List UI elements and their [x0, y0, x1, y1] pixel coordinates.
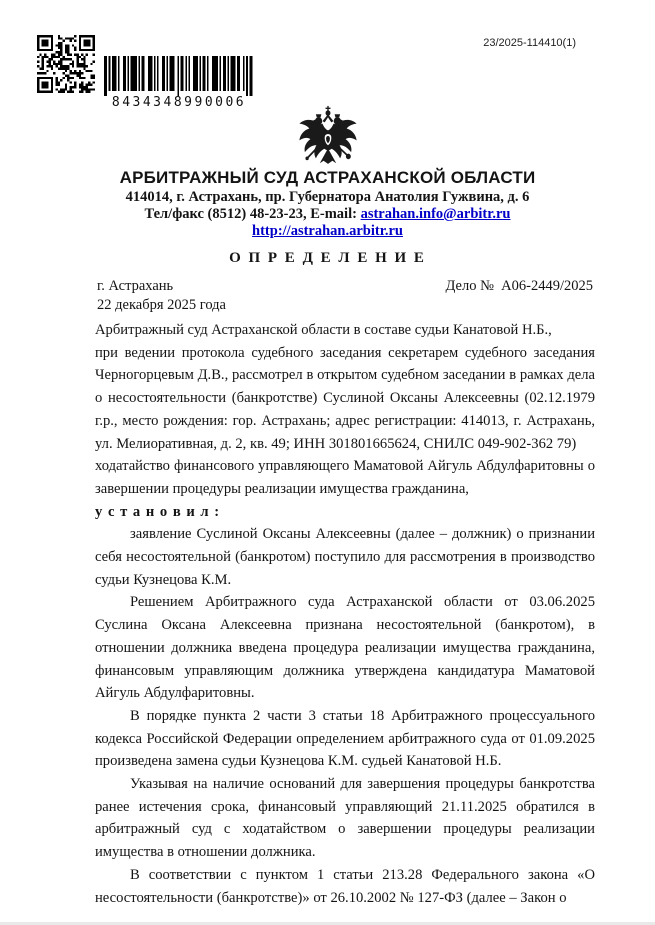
body-paragraph-3: В порядке пункта 2 части 3 статьи 18 Арбитражного процессуального кодекса Российской Федерации определением арбитражного суда от 01.09.2025 произведена замена судьи Кузнецова К.М. судьей Канатовой Н.Б.	[95, 707, 595, 770]
website-link[interactable]: http://astrahan.arbitr.ru	[252, 223, 403, 239]
coat-of-arms-eagle-icon	[295, 105, 361, 167]
ustanovil-heading: у с т а н о в и л :	[95, 503, 221, 520]
body-paragraph-4: Указывая на наличие оснований для завершения процедуры банкротства ранее истечения срока, финансовый управляющий 21.11.2025 обратился в арбитражный суд с ходатайством о завершении процедуры реализации имущества в отношении должника.	[95, 776, 595, 861]
case-info-row	[97, 278, 593, 295]
court-name: АРБИТРАЖНЫЙ СУД АСТРАХАНСКОЙ ОБЛАСТИ	[119, 168, 536, 187]
qr-code	[37, 34, 95, 94]
document-number: 23/2025-114410(1)	[483, 37, 576, 49]
email-link[interactable]: astrahan.info@arbitr.ru	[360, 206, 511, 222]
body-paragraph-1: заявление Суслиной Оксаны Алексеевны (далее – должник) о признании себя несостоятельной (банкротом) поступило для рассмотрения в производство судьи Кузнецова К.М.	[95, 526, 595, 588]
body-paragraph-5: В соответствии с пунктом 1 статьи 213.28 Федерального закона «О несостоятельности (банкротстве)» от 26.10.2002 № 127-ФЗ (далее – Закон о	[95, 866, 595, 906]
city-label: г. Астрахань	[97, 278, 174, 294]
document-date: 22 декабря 2025 года	[97, 297, 226, 313]
court-contacts	[0, 206, 655, 223]
contacts-label: Тел/факс (8512) 48-23-23, E-mail:	[144, 206, 361, 222]
barcode-number: 8434348990006	[111, 95, 247, 110]
barcode	[104, 56, 254, 110]
body-paragraph-intro-3: ходатайство финансового управляющего Маматовой Айгуль Абдулфаритовны о завершении процедуры реализации имущества гражданина,	[95, 458, 595, 497]
body-paragraph-intro-2: при ведении протокола судебного заседания секретарем судебного заседания Черногорцевым Д.В., рассмотрел в открытом судебном заседании в рамках дела о несостоятельности (банкротстве) Суслиной Оксаны Алексеевны (02.12.1979 г.р., место рождения: гор. Астрахань; адрес регистрации: 414013, г. Астрахань, ул. Мелиоративная, д. 2, кв. 49; ИНН 301801665624, СНИЛС 049-902-362 79)	[95, 344, 595, 452]
body-paragraph-intro-1: Арбитражный суд Астраханской области в составе судьи Канатовой Н.Б.,	[95, 322, 552, 338]
court-address: 414014, г. Астрахань, пр. Губернатора Анатолия Гужвина, д. 6	[125, 189, 530, 205]
document-body	[95, 319, 595, 909]
body-paragraph-2: Решением Арбитражного суда Астраханской области от 03.06.2025 Суслина Оксана Алексеевна признана несостоятельной (банкротом), в отношении должника введена процедура реализации имущества гражданина, финансовым управляющим должника утверждена кандидатура Маматовой Айгуль Абдулфаритовны.	[95, 594, 595, 702]
website-row	[0, 223, 655, 240]
case-number: Дело № А06-2449/2025	[445, 278, 593, 294]
document-title: О П Р Е Д Е Л Е Н И Е	[229, 250, 426, 266]
